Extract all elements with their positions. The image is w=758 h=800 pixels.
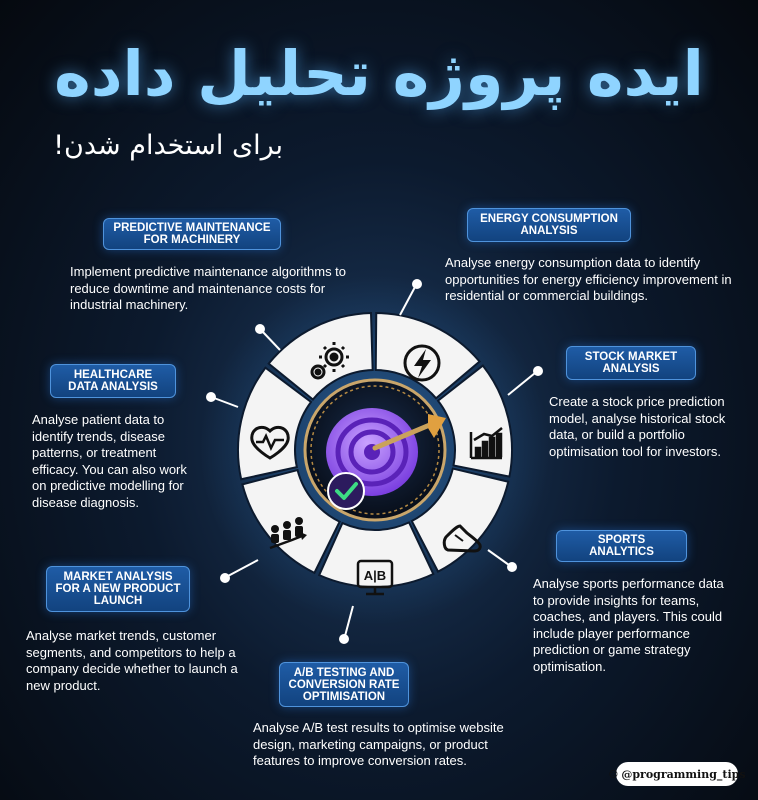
check-badge-icon [328, 473, 364, 509]
ghost-icon: ☺ [608, 767, 619, 781]
desc-market-analysis: Analyse market trends, customer segments, and competitors to help a company decide whether to launch a new product. [26, 628, 238, 693]
desc-ab-testing: Analyse A/B test results to optimise website design, marketing campaigns, or product features to improve conversion rates. [253, 720, 504, 768]
pill-healthcare: HEALTHCARE DATA ANALYSIS [50, 364, 176, 398]
author-handle: ☺ @programming_tips [616, 762, 738, 786]
pill-ab-testing: A/B TESTING AND CONVERSION RATE OPTIMISATION [279, 662, 409, 707]
desc-stock-market: Create a stock price prediction model, analyse historical stock data, or build a portfolio optimisation tool for investors. [549, 394, 726, 459]
desc-predictive-maintenance: Implement predictive maintenance algorithms to reduce downtime and maintenance costs for industrial machinery. [70, 264, 347, 312]
pill-energy-consumption: ENERGY CONSUMPTION ANALYSIS [467, 208, 631, 242]
pill-market-analysis: MARKET ANALYSIS FOR A NEW PRODUCT LAUNCH [46, 566, 190, 612]
pill-sports-analytics: SPORTS ANALYTICS [556, 530, 687, 562]
svg-text:A|B: A|B [363, 568, 387, 583]
desc-sports-analytics: Analyse sports performance data to provide insights for teams, coaches, and players. This could include player performance prediction or game strategy optimisation. [533, 576, 724, 674]
desc-energy-consumption: Analyse energy consumption data to identify opportunities for energy efficiency improvement in residential or commercial buildings. [445, 255, 732, 303]
pill-predictive-maintenance: PREDICTIVE MAINTENANCE FOR MACHINERY [103, 218, 281, 250]
desc-healthcare: Analyse patient data to identify trends, disease patterns, or treatment efficacy. You can also work on predictive modelling for disease diagnosis. [32, 412, 187, 510]
pill-stock-market: STOCK MARKET ANALYSIS [566, 346, 696, 380]
page-subtitle: برای استخدام شدن! [53, 130, 283, 161]
page-title: ایده پروژه تحلیل داده [54, 37, 704, 110]
